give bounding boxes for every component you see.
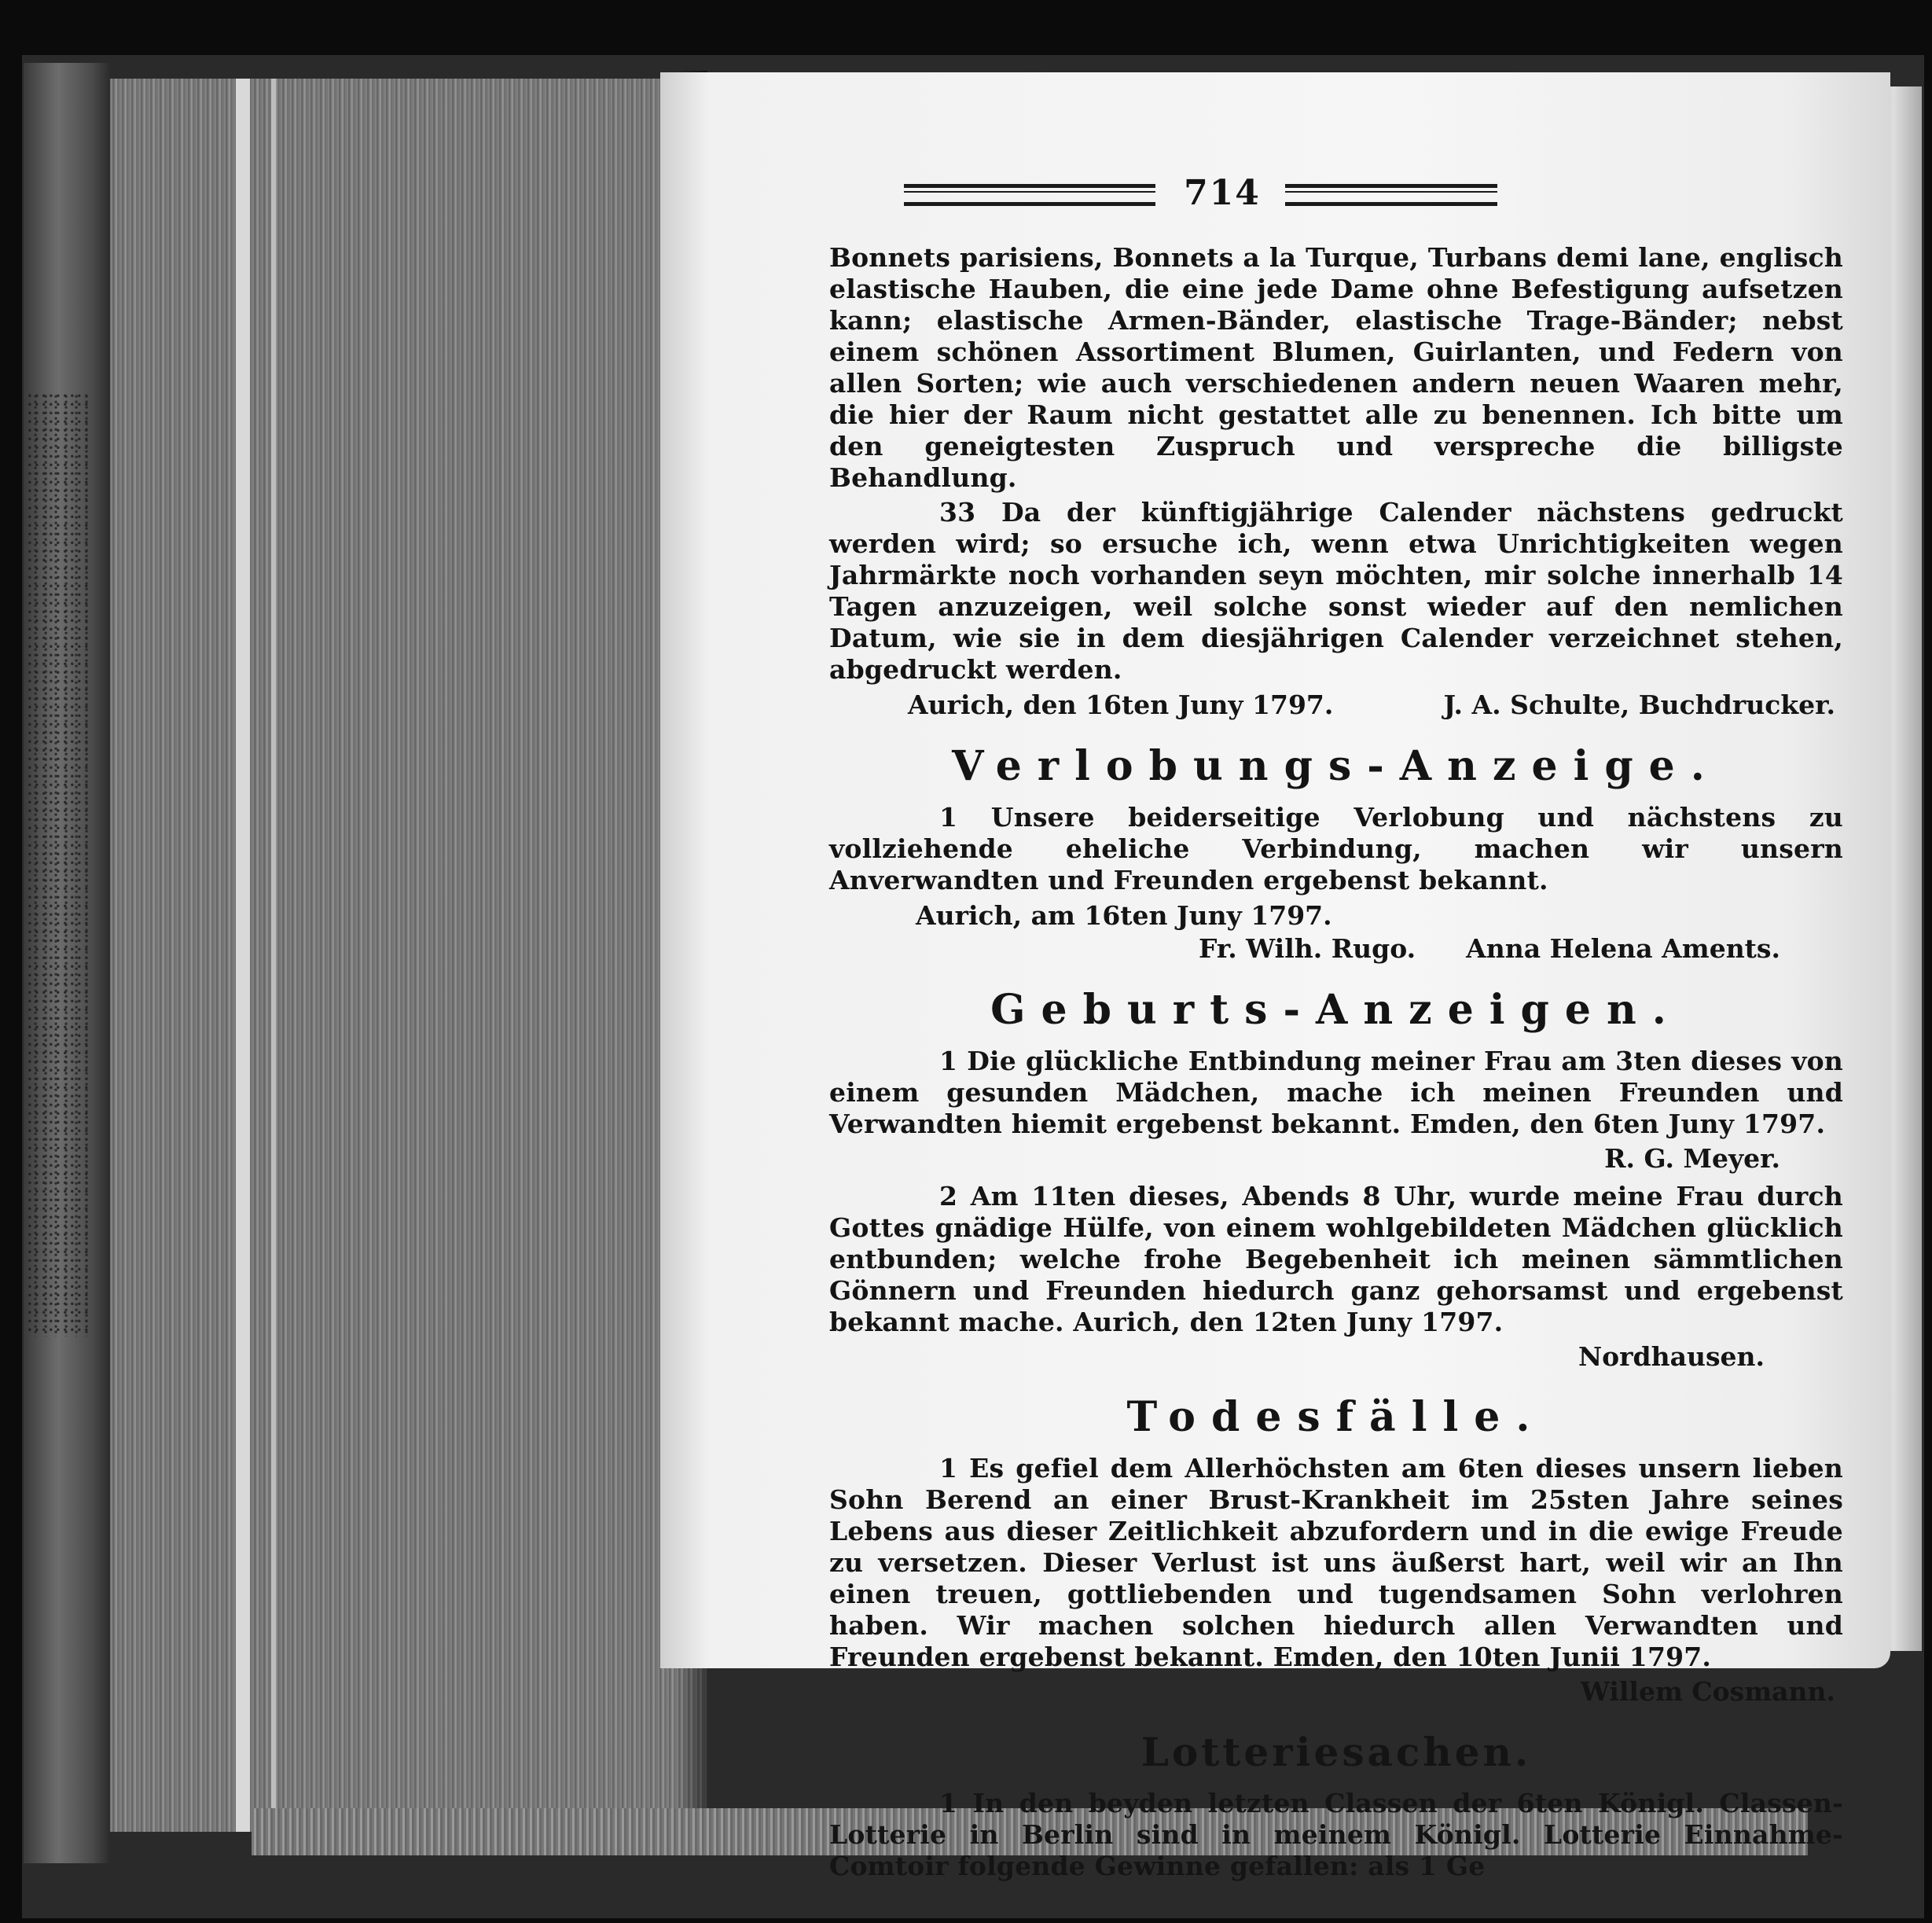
geburt-signature-1: R. G. Meyer. <box>1604 1143 1780 1174</box>
spine-marbling <box>28 393 91 1337</box>
geburt-paragraph-2: 2 Am 11ten dieses, Abends 8 Uhr, wurde meine Frau durch Gottes gnädige Hülfe, von einem wohlgebildeten Mädchen glücklich entbunden; welche frohe Begebenheit ich meinen sämmtlichen Gönnern und Freunden hiedurch ganz gehorsamst und ergebenst bekannt mache. Aurich, den 12ten Juny 1797. <box>829 1181 1843 1337</box>
lotterie-heading: Lotteriesachen. <box>1140 1729 1532 1775</box>
page-edges <box>110 79 707 1832</box>
page-number: 714 <box>1184 173 1261 213</box>
verlobung-place-date: Aurich, am 16ten Juny 1797. <box>916 900 1332 931</box>
header-rule-right <box>1285 184 1497 206</box>
page-edge-highlight <box>236 79 250 1832</box>
page-header <box>829 167 1843 222</box>
page-edge-line <box>271 79 276 1832</box>
geburt-signature-2: Nordhausen. <box>1578 1341 1765 1372</box>
verlobung-signature-left: Fr. Wilh. Rugo. <box>1199 933 1416 964</box>
verlobung-signature-right: Anna Helena Aments. <box>1466 933 1780 964</box>
intro-paragraph: Bonnets parisiens, Bonnets a la Turque, Turbans demi lane, englisch elastische Hauben, die eine jede Dame ohne Befestigung aufsetzen kann; elastische Armen-Bänder, elastische Trage-Bänder; nebst einem schönen Assortiment Blumen, Guirlanten, und Federn von allen Sorten; wie auch verschiedenen andern neuen Waaren mehr, die hier der Raum nicht gestattet alle zu benennen. Ich bitte um den geneigtesten Zuspruch und verspreche die billigste Behandlung. <box>829 242 1843 493</box>
verlobung-signatures <box>829 932 1843 965</box>
tod-signature: Willem Cosmann. <box>1580 1676 1835 1707</box>
notice-33-footer <box>829 689 1843 722</box>
lotterie-paragraph: 1 In den beyden letzten Classen der 6ten Königl. Classen-Lotterie in Berlin sind in meinem Königl. Lotterie Einnahme-Comtoir folgende Gewinne gefallen: als 1 Ge <box>829 1788 1843 1881</box>
geburt-heading: Geburts-Anzeigen. <box>990 986 1682 1034</box>
header-rule-left <box>904 184 1155 206</box>
tod-paragraph: 1 Es gefiel dem Allerhöchsten am 6ten dieses unsern lieben Sohn Berend an einer Brust-Krankheit im 25sten Jahre seines Lebens aus dieser Zeitlichkeit abzufordern und in die ewige Freude zu versetzen. Dieser Verlust ist uns äußerst hart, weil wir an Ihn einen treuen, gottliebenden und tugendsamen Sohn verlohren haben. Wir machen solchen hiedurch allen Verwandten und Freunden ergebenst bekannt. Emden, den 10ten Junii 1797. <box>829 1453 1843 1672</box>
notice-33-place-date: Aurich, den 16ten Juny 1797. <box>908 689 1334 720</box>
printed-page <box>660 72 1890 1881</box>
verlobung-paragraph: 1 Unsere beiderseitige Verlobung und nächstens zu vollziehende eheliche Verbindung, machen wir unsern Anverwandten und Freunden ergebenst bekannt. <box>829 802 1843 895</box>
tod-heading: Todesfälle. <box>1126 1393 1546 1441</box>
page-content <box>829 167 1843 1885</box>
notice-33-paragraph: 33 Da der künftigjährige Calender nächstens gedruckt werden wird; so ersuche ich, wenn etwa Unrichtigkeiten wegen Jahrmärkte noch vorhanden seyn möchten, mir solche innerhalb 14 Tagen anzuzeigen, weil solche sonst wieder auf den nemlichen Datum, wie sie in dem diesjährigen Calender verzeichnet stehen, abgedruckt werden. <box>829 497 1843 685</box>
geburt-paragraph-1: 1 Die glückliche Entbindung meiner Frau am 3ten dieses von einem gesunden Mädchen, mache ich meinen Freunden und Verwandten hiemit ergebenst bekannt. Emden, den 6ten Juny 1797. <box>829 1046 1843 1139</box>
verlobung-heading: Verlobungs-Anzeige. <box>952 742 1721 790</box>
notice-33-signature: J. A. Schulte, Buchdrucker. <box>1443 689 1835 720</box>
